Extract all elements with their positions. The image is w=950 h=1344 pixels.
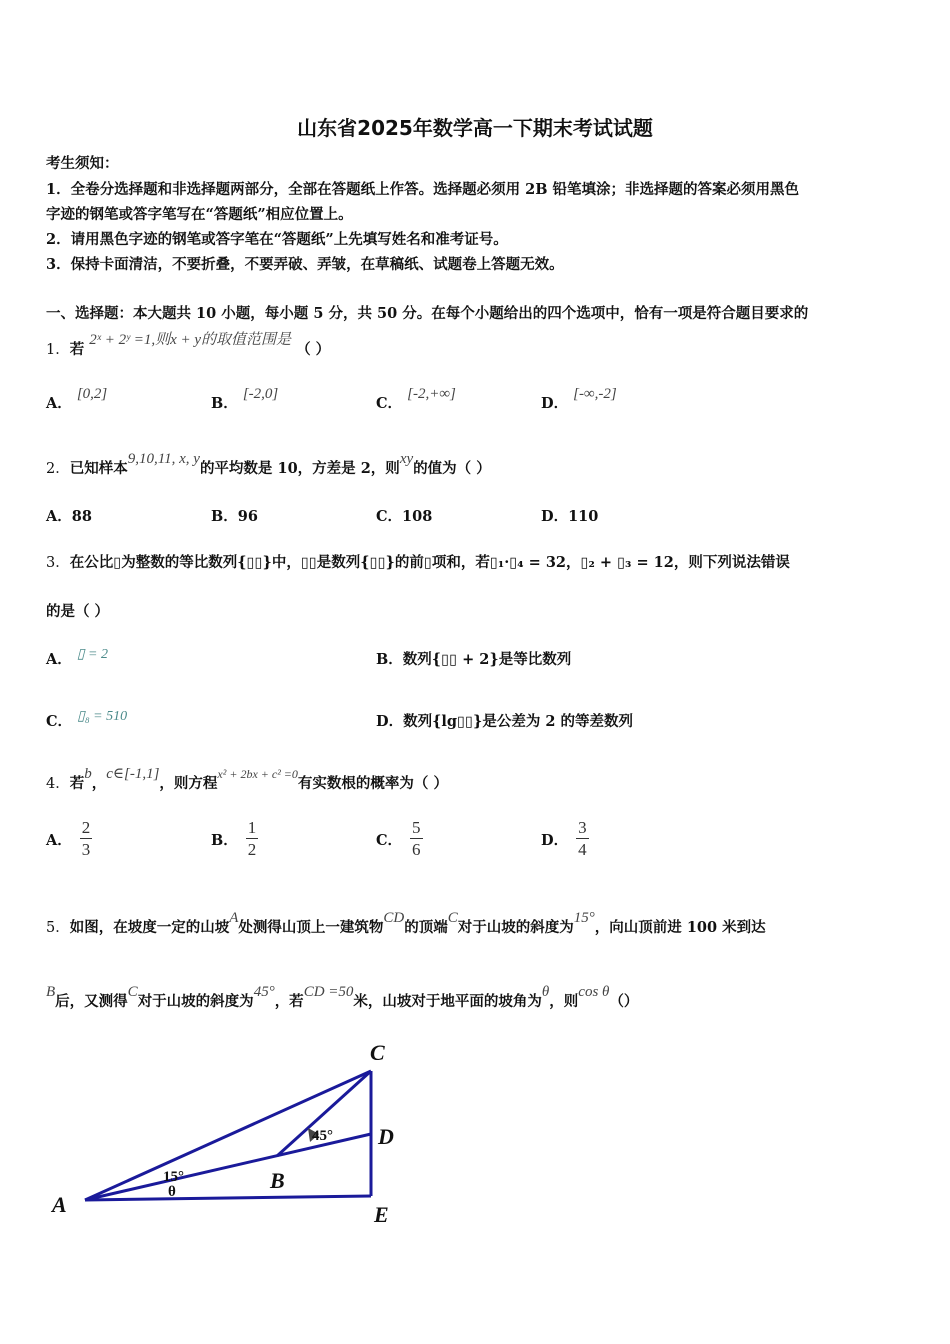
label-a: A	[52, 1192, 67, 1217]
question-text: 若	[69, 341, 85, 358]
question-text: 对于山坡的斜度为	[457, 919, 574, 936]
option-label: A．	[46, 832, 72, 849]
question-text: 处测得山顶上一建筑物	[238, 919, 384, 936]
numerator: 3	[578, 818, 587, 837]
question-2	[46, 451, 491, 478]
q4-option-a[interactable]	[46, 818, 92, 861]
question-number: 2．	[46, 461, 70, 477]
formula: A	[229, 910, 239, 926]
option-label: D．	[541, 832, 569, 849]
q3-option-c[interactable]	[46, 710, 127, 731]
label-c: C	[370, 1040, 385, 1065]
option-label: C．	[46, 713, 73, 730]
option-label: D．	[541, 508, 569, 525]
q2-option-a[interactable]	[46, 505, 92, 526]
denominator: 3	[81, 840, 91, 859]
fraction	[246, 818, 259, 861]
question-number: 5．	[46, 920, 70, 936]
question-5-cont	[46, 984, 639, 1011]
label-e: E	[374, 1202, 389, 1227]
q2-option-d[interactable]	[541, 505, 598, 526]
option-label: B．	[211, 832, 238, 849]
option-formula: [-∞,-2]	[573, 386, 617, 402]
q1-option-c[interactable]	[376, 386, 456, 413]
answer-bracket: 有实数根的概率为（ ）	[297, 775, 448, 792]
formula: x² + 2bx + c² =0	[217, 767, 298, 781]
option-text: 108	[402, 508, 433, 525]
option-label: A．	[46, 395, 72, 412]
numerator: 2	[81, 818, 91, 837]
option-label: D．	[541, 395, 569, 412]
question-text: ，则	[549, 993, 579, 1010]
question-5	[46, 910, 766, 937]
question-text: ，则方程	[159, 775, 218, 792]
option-label: D．	[376, 713, 404, 730]
notice-item-1-cont: 字迹的钢笔或答字笔写在“答题纸”相应位置上。	[46, 206, 353, 223]
q3-option-a[interactable]	[46, 648, 108, 669]
question-text: 若	[69, 775, 85, 792]
q4-option-d[interactable]	[541, 818, 589, 861]
q1-option-b[interactable]	[211, 386, 279, 413]
option-text: 110	[568, 508, 599, 525]
question-number: 4．	[46, 776, 70, 792]
formula: B	[46, 984, 56, 1000]
denominator: 4	[578, 840, 587, 859]
section-heading: 一、选择题：本大题共 10 小题，每小题 5 分，共 50 分。在每个小题给出的四个选项中，恰有一项是符合题目要求的	[46, 305, 809, 322]
fraction	[576, 818, 589, 861]
option-label: C．	[376, 832, 403, 849]
q3-option-d[interactable]	[376, 710, 633, 731]
question-text: 的平均数是 10，方差是 2，则	[199, 460, 400, 477]
formula: 15°	[573, 910, 595, 926]
question-3	[46, 551, 790, 572]
formula: 2ˣ + 2ʸ =1,则x + y的取值范围是	[89, 332, 292, 348]
label-angle-15: 15°	[163, 1169, 184, 1185]
question-text: 后，又测得	[55, 993, 128, 1010]
fraction	[410, 818, 423, 861]
formula: xy	[399, 451, 414, 467]
option-label: B．	[211, 508, 238, 525]
question-text: 的顶端	[404, 919, 448, 936]
option-label: C．	[376, 508, 403, 525]
question-text: 米，山坡对于地平面的坡角为	[353, 993, 542, 1010]
formula: 45°	[253, 984, 275, 1000]
label-theta: θ	[168, 1184, 176, 1200]
question-3-cont: 的是（ ）	[46, 603, 110, 620]
notice-heading: 考生须知：	[46, 155, 119, 172]
question-number: 3．	[46, 555, 70, 571]
fraction	[80, 818, 93, 861]
question-text: 如图，在坡度一定的山坡	[69, 919, 230, 936]
formula: c∈[-1,1]	[106, 766, 160, 782]
notice-item-1: 1．全卷分选择题和非选择题两部分，全部在答题纸上作答。选择题必须用 2B 铅笔填涂；非选择题的答案必须用黑色	[46, 181, 800, 198]
formula: CD	[383, 910, 405, 926]
question-4	[46, 766, 448, 793]
line-ae	[85, 1196, 371, 1200]
slope-diagram	[40, 1030, 420, 1230]
option-text: 88	[71, 508, 92, 525]
separator: ，	[91, 775, 107, 792]
q1-option-a[interactable]	[46, 386, 108, 413]
option-label: B．	[211, 395, 238, 412]
q2-option-c[interactable]	[376, 505, 432, 526]
option-label: C．	[376, 395, 403, 412]
question-1	[46, 332, 331, 359]
question-number: 1．	[46, 342, 70, 358]
page-title: 山东省2025年数学高一下期末考试试题	[297, 116, 653, 140]
question-text: 在公比▯为整数的等比数列{▯▯}中，▯▯是数列{▯▯}的前▯项和，若▯₁·▯₄ = 32，▯₂ + ▯₃ = 12，则下列说法错误	[69, 554, 790, 571]
formula: b	[84, 766, 92, 782]
q1-option-d[interactable]	[541, 386, 617, 413]
formula: cos θ	[578, 984, 610, 1000]
formula: CD =50	[303, 984, 354, 1000]
answer-bracket: （）	[609, 993, 639, 1010]
numerator: 5	[412, 818, 421, 837]
numerator: 1	[247, 818, 257, 837]
q4-option-b[interactable]	[211, 818, 258, 861]
label-angle-45: 45°	[312, 1128, 333, 1144]
option-formula: [-2,+∞]	[407, 386, 456, 402]
option-text: 数列{lg▯▯}是公差为 2 的等差数列	[403, 713, 634, 730]
question-text: ，向山顶前进 100 米到达	[594, 919, 766, 936]
question-text: 已知样本	[69, 460, 128, 477]
question-text: ，若	[274, 993, 304, 1010]
formula: θ	[541, 984, 550, 1000]
label-b: B	[270, 1168, 285, 1193]
answer-bracket: 的值为（ ）	[413, 460, 491, 477]
option-formula: [-2,0]	[242, 386, 279, 402]
denominator: 6	[412, 840, 421, 859]
question-text: 对于山坡的斜度为	[137, 993, 254, 1010]
notice-item-3: 3．保持卡面清洁，不要折叠，不要弄破、弄皱，在草稿纸、试题卷上答题无效。	[46, 256, 564, 273]
q2-option-b[interactable]	[211, 505, 258, 526]
option-label: A．	[46, 508, 72, 525]
formula: C	[127, 984, 138, 1000]
option-formula: ▯₈ = 510	[77, 709, 128, 724]
notice-item-2: 2．请用黑色字迹的钢笔或答字笔在“答题纸”上先填写姓名和准考证号。	[46, 231, 508, 248]
option-label: A．	[46, 651, 72, 668]
option-formula: [0,2]	[76, 386, 108, 402]
q3-option-b[interactable]	[376, 648, 571, 669]
option-formula: ▯ = 2	[76, 647, 108, 662]
formula: C	[447, 910, 458, 926]
label-d: D	[378, 1124, 394, 1149]
option-text: 96	[237, 508, 258, 525]
formula: 9,10,11, x, y	[127, 451, 200, 467]
denominator: 2	[247, 840, 257, 859]
q4-option-c[interactable]	[376, 818, 423, 861]
option-text: 数列{▯▯ + 2}是等比数列	[402, 651, 572, 668]
option-label: B．	[376, 651, 403, 668]
answer-bracket: （ ）	[296, 341, 331, 358]
